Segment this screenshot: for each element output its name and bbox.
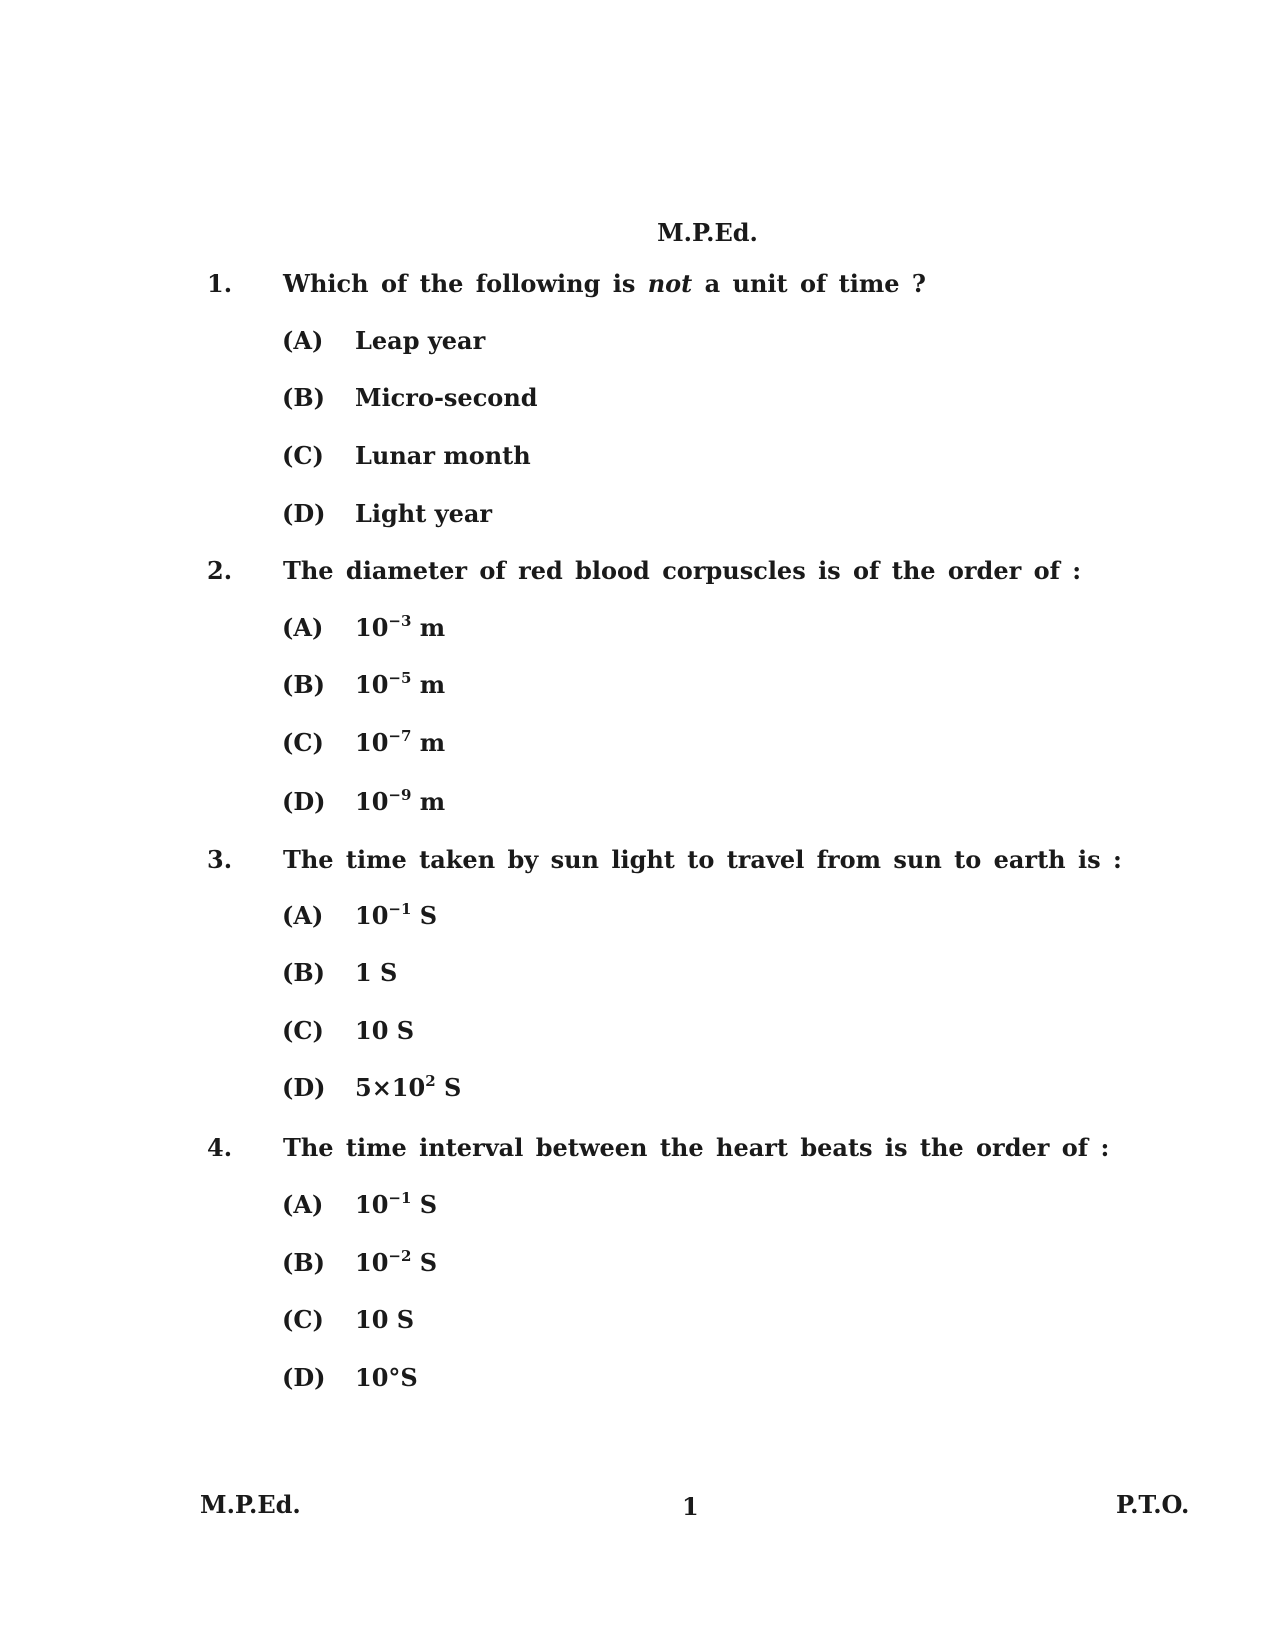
question-number: 2.	[207, 556, 233, 585]
option-text	[355, 901, 437, 930]
option-text	[355, 1190, 437, 1219]
option-value: 10	[355, 901, 389, 930]
option-exponent: −1	[388, 1189, 412, 1207]
option-value: 10 S	[355, 1016, 415, 1045]
option-label: (D)	[282, 787, 326, 816]
option-4b[interactable]	[0, 1248, 1275, 1280]
option-text	[355, 613, 445, 642]
question-text-part: The time taken by sun light to travel from sun to earth is :	[283, 845, 1122, 874]
option-value: Micro-second	[355, 383, 538, 412]
option-value: 1 S	[355, 958, 398, 987]
option-2c[interactable]	[0, 728, 1275, 760]
option-unit: m	[411, 670, 446, 699]
question-text	[283, 845, 1122, 874]
option-2a[interactable]	[0, 613, 1275, 645]
option-exponent: −1	[388, 900, 412, 918]
option-exponent: −2	[388, 1247, 412, 1265]
option-text	[355, 1073, 461, 1102]
option-label: (D)	[282, 499, 326, 528]
option-label: (C)	[282, 1305, 324, 1334]
option-3c[interactable]	[0, 1016, 1275, 1048]
option-value: Lunar month	[355, 441, 531, 470]
question-number: 3.	[207, 845, 233, 874]
option-text	[355, 326, 485, 355]
option-2d[interactable]	[0, 787, 1275, 819]
question-text-part: Which of the following is	[283, 269, 648, 298]
option-label: (B)	[282, 383, 325, 412]
option-value: 10 S	[355, 1305, 415, 1334]
option-unit: S	[411, 1248, 438, 1277]
option-value: 10	[355, 1248, 389, 1277]
option-text	[355, 1305, 414, 1334]
option-exponent: −3	[388, 612, 412, 630]
option-exponent: −9	[388, 786, 412, 804]
option-exponent: −5	[388, 669, 412, 687]
option-value: 10	[355, 613, 389, 642]
footer-course-code: M.P.Ed.	[200, 1490, 301, 1519]
option-exponent: −7	[388, 727, 412, 745]
option-text	[355, 958, 397, 987]
option-value: 10	[355, 787, 389, 816]
option-label: (B)	[282, 670, 325, 699]
question-text-part: The diameter of red blood corpuscles is of the order of :	[283, 556, 1082, 585]
option-1d[interactable]	[0, 499, 1275, 531]
option-label: (A)	[282, 1190, 324, 1219]
option-label: (A)	[282, 326, 324, 355]
option-value: Leap year	[355, 326, 486, 355]
option-label: (C)	[282, 441, 324, 470]
option-text	[355, 1248, 437, 1277]
option-label: (C)	[282, 728, 324, 757]
option-text	[355, 1363, 418, 1392]
option-text	[355, 787, 445, 816]
question-number: 4.	[207, 1133, 233, 1162]
option-text	[355, 441, 531, 470]
option-1b[interactable]	[0, 383, 1275, 415]
page-title: M.P.Ed.	[657, 218, 758, 247]
option-label: (C)	[282, 1016, 324, 1045]
option-unit: m	[411, 787, 446, 816]
page-number: 1	[682, 1492, 699, 1521]
option-3a[interactable]	[0, 901, 1275, 933]
option-label: (D)	[282, 1363, 326, 1392]
option-label: (A)	[282, 901, 324, 930]
option-3d[interactable]	[0, 1073, 1275, 1105]
option-3b[interactable]	[0, 958, 1275, 990]
option-text	[355, 728, 445, 757]
option-4a[interactable]	[0, 1190, 1275, 1222]
option-value: 10°S	[355, 1363, 418, 1392]
option-unit: m	[411, 728, 446, 757]
question-text	[283, 1133, 1109, 1162]
question-text	[283, 556, 1081, 585]
option-label: (D)	[282, 1073, 326, 1102]
option-value: 10	[355, 1190, 389, 1219]
option-unit: S	[435, 1073, 462, 1102]
option-1c[interactable]	[0, 441, 1275, 473]
option-label: (A)	[282, 613, 324, 642]
footer-pto: P.T.O.	[1116, 1490, 1190, 1519]
option-label: (B)	[282, 958, 325, 987]
question-text-emphasis: not	[647, 269, 693, 298]
option-text	[355, 1016, 414, 1045]
question-text-part: a unit of time ?	[692, 269, 926, 298]
option-1a[interactable]	[0, 326, 1275, 358]
option-value: 10	[355, 670, 389, 699]
option-4c[interactable]	[0, 1305, 1275, 1337]
option-2b[interactable]	[0, 670, 1275, 702]
option-value: 5×10	[355, 1073, 426, 1102]
option-value: Light year	[355, 499, 493, 528]
option-text	[355, 670, 445, 699]
option-unit: m	[411, 613, 446, 642]
option-unit: S	[411, 901, 438, 930]
question-text-part: The time interval between the heart beats is the order of :	[283, 1133, 1110, 1162]
option-label: (B)	[282, 1248, 325, 1277]
option-unit: S	[411, 1190, 438, 1219]
option-value: 10	[355, 728, 389, 757]
question-text	[283, 269, 926, 298]
question-number: 1.	[207, 269, 233, 298]
option-text	[355, 383, 538, 412]
option-4d[interactable]	[0, 1363, 1275, 1395]
option-exponent: 2	[425, 1072, 436, 1090]
option-text	[355, 499, 492, 528]
